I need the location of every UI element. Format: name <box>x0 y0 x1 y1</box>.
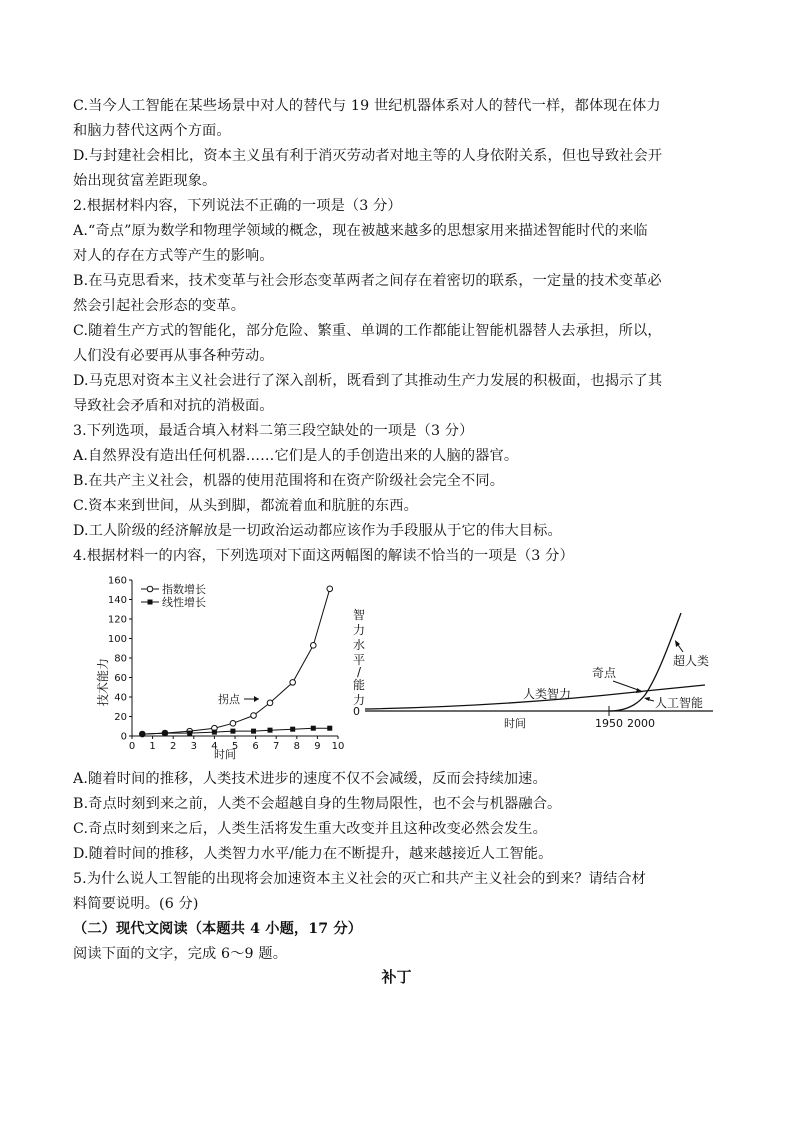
text-line: D.工人阶级的经济解放是一切政治运动都应该作为手段服从于它的伟大目标。 <box>73 523 562 539</box>
svg-text:智: 智 <box>352 608 366 622</box>
x-tick-label: 3 <box>190 741 197 752</box>
chart-singularity <box>345 605 720 753</box>
data-point-exponential <box>267 700 273 706</box>
data-point-exponential <box>290 680 296 686</box>
text-line: A.随着时间的推移，人类技术进步的速度不仅不会减缓，反而会持续加速。 <box>73 771 547 787</box>
text-line: 阅读下面的文字，完成 6～9 题。 <box>73 946 288 962</box>
svg-text:平: 平 <box>352 653 366 667</box>
x-tick-2000: 2000 <box>627 717 655 730</box>
y-tick-label: 160 <box>107 575 127 587</box>
svg-text:能: 能 <box>352 678 366 692</box>
text-line: A.“奇点”原为数学和物理学领域的概念，现在被越来越多的思想家用来描述智能时代的来临 <box>73 223 648 239</box>
question-3: 3.下列选项，最适合填入材料二第三段空缺处的一项是（3 分） <box>73 423 474 439</box>
x-tick-label: 2 <box>170 741 177 752</box>
text-line: 始出现贫富差距现象。 <box>73 173 217 189</box>
svg-text:超人类: 超人类 <box>673 654 710 668</box>
series-exponential-line <box>142 589 329 734</box>
y-tick-label: 100 <box>107 634 127 645</box>
text-line: 然会引起社会形态的变革。 <box>73 298 246 314</box>
data-point-linear <box>212 730 217 735</box>
text-line: B.在马克思看来，技术变革与社会形态变革两者之间存在着密切的联系，一定量的技术变革必 <box>73 273 662 289</box>
text-line: B.在共产主义社会，机器的使用范围将和在资产阶级社会完全不同。 <box>73 473 505 489</box>
question-4: 4.根据材料一的内容，下列选项对下面这两幅图的解读不恰当的一项是（3 分） <box>73 548 574 564</box>
svg-text:人工智能: 人工智能 <box>655 696 704 710</box>
x-tick-label: 8 <box>293 741 300 752</box>
text-line: 对人的存在方式等产生的影响。 <box>73 248 274 264</box>
legend-linear: 线性增长 <box>162 596 206 609</box>
label-human-intelligence: 人类智力 <box>523 687 572 701</box>
x-tick-label: 7 <box>273 741 280 752</box>
data-point-linear <box>230 729 235 734</box>
section-heading: （二）现代文阅读（本题共 4 小题，17 分） <box>73 921 363 937</box>
question-2: 2.根据材料内容，下列说法不正确的一项是（3 分） <box>73 198 402 214</box>
question-5: 5.为什么说人工智能的出现将会加速资本主义社会的灭亡和共产主义社会的到来？请结合材 <box>73 871 647 887</box>
legend-exponential: 指数增长 <box>162 583 206 596</box>
text-line: D.与封建社会相比，资本主义虽有利于消灭劳动者对地主等的人身依附关系，但也导致社会开 <box>73 148 663 164</box>
x-tick-label: 4 <box>211 741 218 752</box>
x-axis-label: 时间 <box>214 748 236 761</box>
y-tick-zero: 0 <box>353 705 360 718</box>
data-point-linear <box>268 728 273 733</box>
legend <box>141 582 206 609</box>
text-line: 导致社会矛盾和对抗的消极面。 <box>73 398 274 414</box>
data-point-linear <box>251 729 256 734</box>
text-line: 料简要说明。(6 分) <box>73 896 199 912</box>
series-linear-line <box>142 728 329 734</box>
data-point-exponential <box>251 713 257 719</box>
data-point-linear <box>187 731 192 736</box>
data-point-exponential <box>230 721 236 727</box>
text-line: C.当今人工智能在某些场景中对人的替代与 19 世纪机器体系对人的替代一样，都体现在体力 <box>73 98 661 114</box>
text-line: D.马克思对资本主义社会进行了深入剖析，既看到了其推动生产力发展的积极面，也揭示了其 <box>73 373 663 389</box>
y-tick-label: 80 <box>114 653 127 665</box>
text-line: C.随着生产方式的智能化，部分危险、繁重、单调的工作都能让智能机器替人去承担，所以， <box>73 323 662 339</box>
y-axis-label-vertical <box>353 608 365 707</box>
data-point-exponential <box>327 586 333 592</box>
svg-text:拐点: 拐点 <box>218 693 240 706</box>
x-tick-label: 5 <box>231 741 239 752</box>
svg-text:力: 力 <box>352 623 366 637</box>
label-ai <box>644 695 703 710</box>
annotation-inflection <box>218 692 259 706</box>
text-line: 和脑力替代这两个方面。 <box>73 123 231 139</box>
text-line: C.奇点时刻到来之后，人类生活将发生重大改变并且这种改变必然会发生。 <box>73 821 547 837</box>
text-line: A.自然界没有造出任何机器……它们是人的手创造出来的人脑的器官。 <box>73 448 519 464</box>
svg-text:水: 水 <box>352 638 366 652</box>
svg-text:力: 力 <box>352 693 366 707</box>
data-point-linear <box>327 726 332 731</box>
y-axis-label: 技术能力 <box>96 657 110 707</box>
x-tick-1950: 1950 <box>595 717 623 730</box>
x-tick-label: 1 <box>149 741 156 752</box>
text-line: C.资本来到世间，从头到脚，都流着血和肮脏的东西。 <box>73 498 418 514</box>
y-tick-label: 40 <box>114 692 127 704</box>
x-tick-label: 9 <box>314 741 321 752</box>
label-singularity <box>592 665 643 693</box>
label-superhuman <box>673 640 709 668</box>
y-tick-label: 140 <box>107 595 127 606</box>
svg-text:奇点: 奇点 <box>592 666 617 680</box>
data-point-linear <box>162 731 167 736</box>
svg-text:/: / <box>356 665 362 679</box>
y-tick-label: 60 <box>114 673 127 684</box>
data-point-linear <box>290 727 295 732</box>
text-line: 人们没有必要再从事各种劳动。 <box>73 348 274 364</box>
text-line: B.奇点时刻到来之前，人类不会超越自身的生物局限性，也不会与机器融合。 <box>73 796 562 812</box>
x-axis-label: 时间 <box>504 717 526 730</box>
x-tick-label: 0 <box>128 741 136 752</box>
x-tick-label: 6 <box>252 741 259 752</box>
text-line: D.随着时间的推移，人类智力水平/能力在不断提升，越来越接近人工智能。 <box>73 846 553 862</box>
data-point-linear <box>140 732 145 737</box>
data-point-exponential <box>310 643 316 649</box>
y-tick-label: 0 <box>120 731 127 743</box>
x-tick-label: 10 <box>331 741 345 752</box>
chart-technology-growth <box>85 572 350 762</box>
story-title: 补丁 <box>381 968 412 986</box>
y-tick-label: 120 <box>107 614 127 626</box>
data-point-linear <box>311 726 316 731</box>
y-tick-label: 20 <box>114 712 127 723</box>
